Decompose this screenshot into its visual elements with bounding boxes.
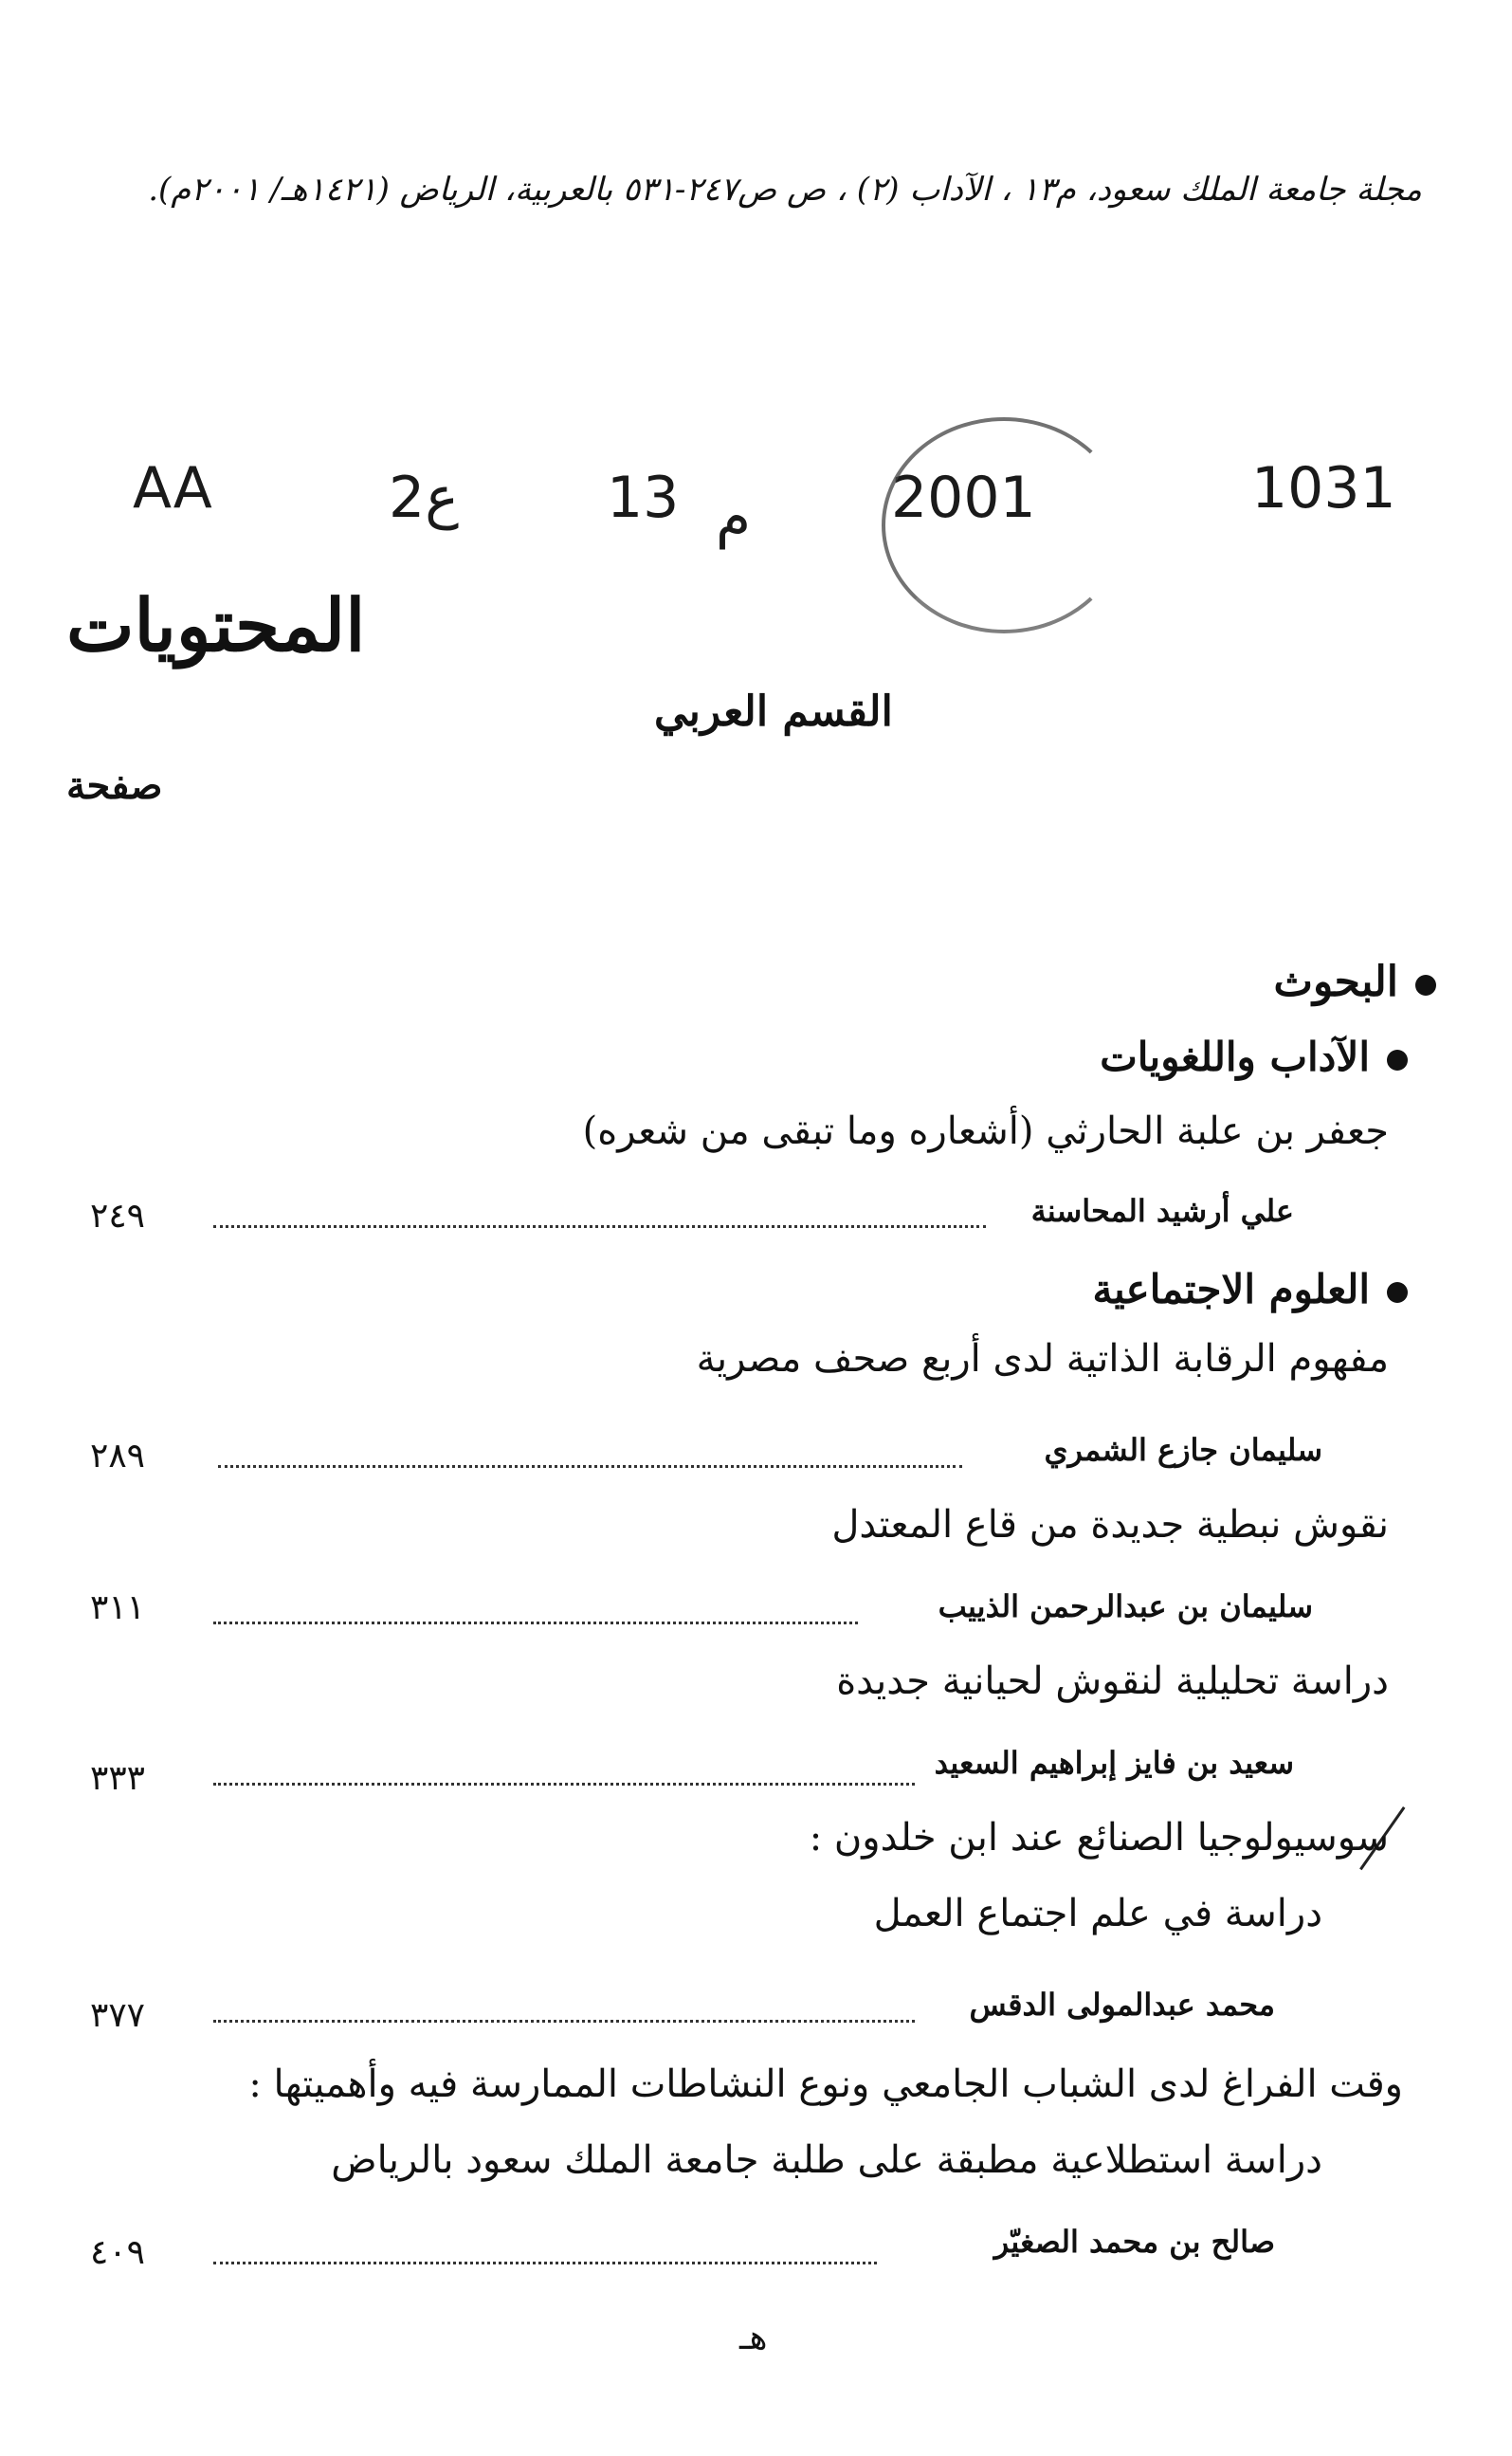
article-title: نقوش نبطية جديدة من قاع المعتدل — [831, 1503, 1389, 1547]
contents-title: المحتويات — [66, 583, 366, 668]
bullet-icon — [1415, 975, 1436, 996]
article-title: دراسة تحليلية لنقوش لحيانية جديدة — [836, 1659, 1389, 1703]
page-number: ٤٠٩ — [90, 2233, 146, 2272]
article-title: مفهوم الرقابة الذاتية لدى أربع صحف مصرية — [696, 1337, 1389, 1381]
bullet-icon — [1387, 1282, 1408, 1303]
handwritten-note: 13 — [607, 465, 680, 531]
journal-citation: مجلة جامعة الملك سعود، م١٣ ، الآداب (٢) ، ص ص٢٤٧-٥٣١ بالعربية، الرياض (١٤٢١هـ/ ٢٠٠١م). — [148, 171, 1422, 209]
handwritten-note: 1031 — [1251, 455, 1396, 522]
article-author: سليمان بن عبدالرحمن الذييب — [938, 1588, 1313, 1624]
article-author: سعيد بن فايز إبراهيم السعيد — [934, 1745, 1294, 1781]
handwritten-note: 2001 — [891, 465, 1036, 531]
handwritten-note: 2ع — [389, 465, 459, 531]
leader-dots — [213, 2020, 915, 2023]
article-author: علي أرشيد المحاسنة — [1030, 1193, 1294, 1229]
page-column-label: صفحة — [66, 763, 163, 808]
page-number: ٣٣٣ — [90, 1759, 146, 1798]
leader-dots — [218, 1465, 962, 1468]
leader-dots — [213, 1225, 986, 1228]
leader-dots — [213, 1622, 858, 1624]
handwritten-note: م — [716, 484, 752, 550]
category-literature: الآداب واللغويات — [1100, 1034, 1408, 1080]
category-research: البحوث — [1274, 958, 1436, 1006]
article-author: محمد عبدالمولى الدقس — [969, 1987, 1275, 2023]
section-title: القسم العربي — [654, 687, 893, 736]
article-title: سوسيولوجيا الصنائع عند ابن خلدون : — [809, 1816, 1389, 1860]
article-title: وقت الفراغ لدى الشباب الجامعي ونوع النشاطات الممارسة فيه وأهميتها : — [248, 2062, 1403, 2106]
handwritten-note: AA — [133, 455, 212, 522]
page-number: ٣٧٧ — [90, 1996, 146, 2035]
page-number: ٢٤٩ — [90, 1197, 146, 1236]
library-stamp — [882, 417, 1126, 633]
article-title: جعفر بن علبة الحارثي (أشعاره وما تبقى من شعره) — [582, 1109, 1389, 1153]
bullet-icon — [1387, 1050, 1408, 1071]
article-author: سليمان جازع الشمري — [1044, 1432, 1322, 1468]
leader-dots — [213, 1783, 915, 1786]
category-social: العلوم الاجتماعية — [1092, 1266, 1408, 1312]
leader-dots — [213, 2262, 877, 2264]
page-number: ٣١١ — [90, 1588, 146, 1627]
article-author: صالح بن محمد الصغيّر — [993, 2224, 1275, 2260]
page-number: ٢٨٩ — [90, 1437, 146, 1475]
article-subtitle: دراسة في علم اجتماع العمل — [873, 1892, 1322, 1935]
article-subtitle: دراسة استطلاعية مطبقة على طلبة جامعة الملك سعود بالرياض — [331, 2138, 1322, 2182]
page-footer-letter: هـ — [739, 2319, 768, 2357]
